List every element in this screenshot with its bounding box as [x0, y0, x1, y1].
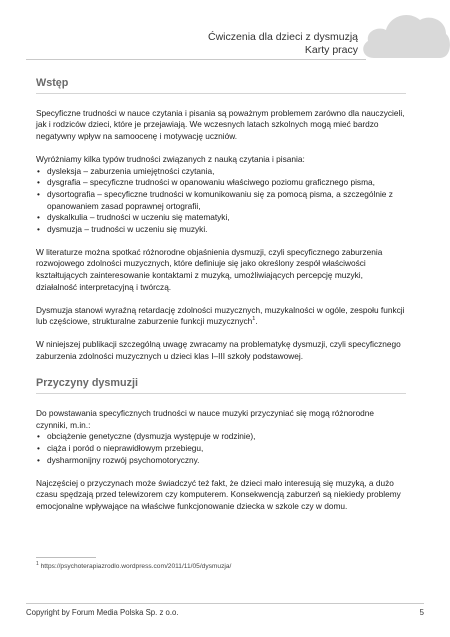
paragraph-end: .: [255, 316, 258, 327]
list-item: • dysleksja – zaburzenia umiejętności czytania,: [36, 166, 406, 178]
cloud-shape: [363, 15, 450, 58]
footnote-ref: 1: [252, 316, 256, 323]
page-content: [36, 78, 406, 524]
footnote-url: https://psychoterapiazrodlo.wordpress.com/2011/11/05/dysmuzja/: [40, 563, 232, 570]
intro-paragraph-5: W niniejszej publikacji szczególną uwagę zwracamy na problematykę dysmuzji, czyli specyficznego zaburzenia zdolności muzycznych u dzieci klas I–III szkoły podstawowej.: [36, 338, 401, 361]
causes-paragraph-2: Najczęściej o przyczynach może świadczyć też fakt, że dzieci mało interesują się muzyką, a dużo czasu spędzają przed telewizorem czy komputerem. Konsekwencją zaburzeń są niekiedy problemy emocjonalne wpływające na właściwe funkcjonowanie dziecka w szkole czy w domu.: [36, 477, 401, 511]
page-number: 5: [419, 608, 424, 617]
paragraph-text: Dysmuzja stanowi wyraźną retardację zdolności muzycznych, muzykalności w ogóle, zespołu funkcji lub częściowe, strukturalne zaburzenie funkcji muzycznych: [36, 304, 405, 327]
intro-paragraph-2: Wyróżniamy kilka typów trudności związanych z nauką czytania i pisania:: [36, 153, 305, 164]
footnote-divider: [36, 557, 96, 558]
section-heading-causes: Przyczyny dysmuzji: [36, 378, 406, 394]
footnote: [36, 562, 231, 571]
footnote-number: 1: [36, 560, 39, 567]
list-item: • dysortografia – specyficzne trudności w komunikowaniu się za pomocą pisma, a szczególnie z opanowaniem zasad poprawnej ortografii,: [36, 189, 406, 212]
page-header: [0, 0, 450, 72]
intro-paragraph-3: W literaturze można spotkać różnorodne objaśnienia dysmuzji, czyli specyficznego zaburzenia rozwojowego zdolności muzycznych, które definiuje się jako określony zespół właściwości kształtujących zainteresowanie kontaktami z muzyką, umożliwiających percepcję muzyki, działalność interpretacyjną i twórczą.: [36, 246, 383, 292]
header-subtitle: Karty pracy: [304, 44, 358, 56]
header-divider: [26, 59, 366, 60]
list-item: • dysgrafia – specyficzne trudności w opanowaniu właściwego poziomu graficznego pisma,: [36, 177, 406, 189]
footer-divider: [26, 603, 424, 604]
causes-list: [36, 431, 406, 466]
intro-paragraph-1: Specyficzne trudności w nauce czytania i pisania są poważnym problemem zarówno dla nauczycieli, jak i rodziców dzieci, które je przejawiają. We wczesnych latach szkolnych mogą mieć bardzo negatywny wpływ na samoocenę i motywację uczniów.: [36, 107, 405, 142]
intro-paragraph-4: [36, 305, 406, 328]
cloud-icon: [360, 6, 450, 60]
list-item: • ciąża i poród o nieprawidłowym przebiegu,: [36, 443, 406, 455]
difficulty-types-list: [36, 166, 406, 236]
header-title: Ćwiczenia dla dzieci z dysmuzją: [208, 31, 358, 43]
list-item: • dysmuzja – trudności w uczeniu się muzyki.: [36, 224, 406, 236]
list-item: • dysharmonijny rozwój psychomotoryczny.: [36, 455, 406, 467]
list-item: • dyskalkulia – trudności w uczeniu się matematyki,: [36, 212, 406, 224]
section-heading-intro: Wstęp: [36, 78, 406, 94]
footer-copyright: Copyright by Forum Media Polska Sp. z o.o.: [26, 608, 179, 617]
list-item: • obciążenie genetyczne (dysmuzja występuje w rodzinie),: [36, 431, 406, 443]
causes-paragraph-1: Do powstawania specyficznych trudności w nauce muzyki przyczyniać się mogą różnorodne czynniki, m.in.:: [36, 408, 375, 430]
